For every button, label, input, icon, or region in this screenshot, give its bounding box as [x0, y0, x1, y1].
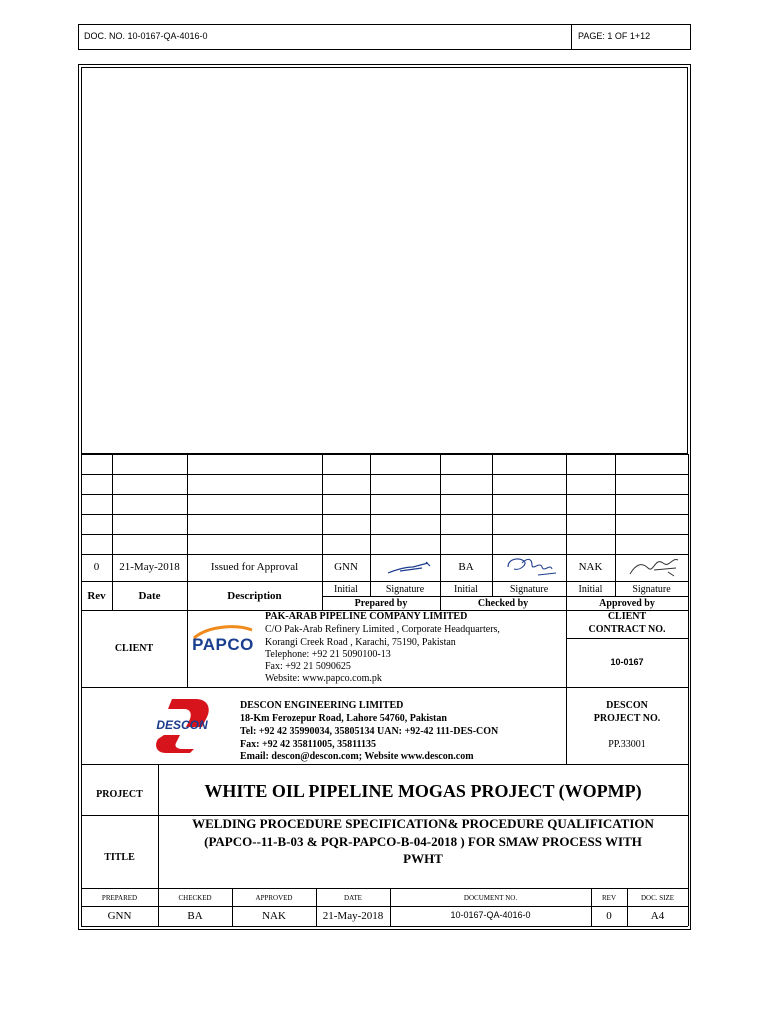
- approved-by-label: Approved by: [599, 598, 655, 609]
- doc-number: DOC. NO. 10-0167-QA-4016-0: [84, 31, 208, 41]
- client-address-2: Korangi Creek Road , Karachi, 75190, Pakistan: [265, 637, 456, 648]
- rev-value: 0: [93, 561, 100, 573]
- papco-logo-text: PAPCO: [192, 635, 254, 654]
- project-label: PROJECT: [96, 789, 143, 800]
- prepared-by-label: Prepared by: [354, 598, 408, 609]
- contractor-name: DESCON ENGINEERING LIMITED: [240, 700, 404, 711]
- footer-doc-size-value: A4: [650, 910, 665, 922]
- rev-header: Rev: [87, 590, 106, 602]
- contractor-tel: Tel: +92 42 35990034, 35805134 UAN: +92-42 111-DES-CON: [240, 726, 499, 737]
- descon-logo-text: DESCON: [156, 718, 208, 732]
- footer-date-value: 21-May-2018: [322, 910, 384, 922]
- footer-rev-value: 0: [606, 910, 612, 922]
- blank-area: [81, 67, 688, 454]
- date-header: Date: [138, 590, 161, 602]
- footer-approved-header: APPROVED: [255, 894, 293, 902]
- client-label: CLIENT: [114, 643, 154, 654]
- footer-checked-header: CHECKED: [178, 894, 212, 902]
- title-line-1: WELDING PROCEDURE SPECIFICATION& PROCEDURE QUALIFICATION: [192, 816, 654, 831]
- checked-initial-label: Initial: [454, 584, 478, 595]
- checked-signature-label: Signature: [509, 584, 549, 595]
- checked-initial: BA: [458, 561, 474, 573]
- footer-prepared-header: PREPARED: [101, 894, 138, 902]
- descon-project-label-2: PROJECT NO.: [593, 713, 661, 724]
- approved-initial-label: Initial: [578, 584, 603, 595]
- contractor-fax: Fax: +92 42 35811005, 35811135: [240, 739, 376, 750]
- footer-date-header: DATE: [344, 894, 362, 902]
- footer-document-no-value: 10-0167-QA-4016-0: [450, 910, 531, 920]
- footer-approved-value: NAK: [262, 910, 286, 922]
- checked-signature: [502, 555, 562, 581]
- client-address-1: C/O Pak-Arab Refinery Limited , Corporate Headquarters,: [265, 624, 500, 635]
- client-telephone: Telephone: +92 21 5090100-13: [265, 649, 391, 660]
- descon-logo: [150, 697, 214, 753]
- rev-description: Issued for Approval: [210, 561, 299, 573]
- footer-rev-header: REV: [602, 894, 616, 902]
- title-label: TITLE: [104, 852, 135, 863]
- client-name: PAK-ARAB PIPELINE COMPANY LIMITED: [265, 611, 468, 622]
- papco-logo: [190, 622, 256, 666]
- footer-checked-value: BA: [187, 910, 203, 922]
- descon-project-number: PP.33001: [608, 739, 646, 750]
- client-fax: Fax: +92 21 5090625: [265, 661, 351, 672]
- footer-document-no-header: DOCUMENT NO.: [463, 894, 518, 902]
- footer-doc-size-header: DOC. SIZE: [640, 894, 675, 902]
- client-website: Website: www.papco.com.pk: [265, 673, 382, 684]
- page-number: PAGE: 1 OF 1+12: [578, 31, 651, 41]
- header-divider: [571, 24, 572, 50]
- descon-project-label-1: DESCON: [606, 700, 648, 711]
- prepared-signature: [380, 558, 436, 578]
- contractor-email: Email: descon@descon.com; Website www.descon.com: [240, 751, 474, 762]
- approved-signature-label: Signature: [632, 584, 671, 595]
- checked-by-label: Checked by: [477, 598, 529, 609]
- contractor-address: 18-Km Ferozepur Road, Lahore 54760, Pakistan: [240, 713, 447, 724]
- footer-prepared-value: GNN: [107, 910, 132, 922]
- approved-initial: NAK: [578, 561, 603, 573]
- approved-signature: [624, 554, 684, 580]
- prepared-initial: GNN: [334, 561, 358, 573]
- title-line-3: PWHT: [403, 851, 443, 866]
- client-contract-number: 10-0167: [610, 657, 644, 667]
- description-header: Description: [227, 590, 282, 602]
- rev-date: 21-May-2018: [119, 561, 180, 573]
- project-name: WHITE OIL PIPELINE MOGAS PROJECT (WOPMP): [204, 781, 642, 801]
- title-line-2: (PAPCO--11-B-03 & PQR-PAPCO-B-04-2018 ) FOR SMAW PROCESS WITH: [204, 834, 642, 849]
- client-contract-label-1: CLIENT: [607, 611, 647, 622]
- prepared-initial-label: Initial: [334, 584, 358, 595]
- prepared-signature-label: Signature: [385, 584, 425, 595]
- client-contract-label-2: CONTRACT NO.: [588, 624, 666, 635]
